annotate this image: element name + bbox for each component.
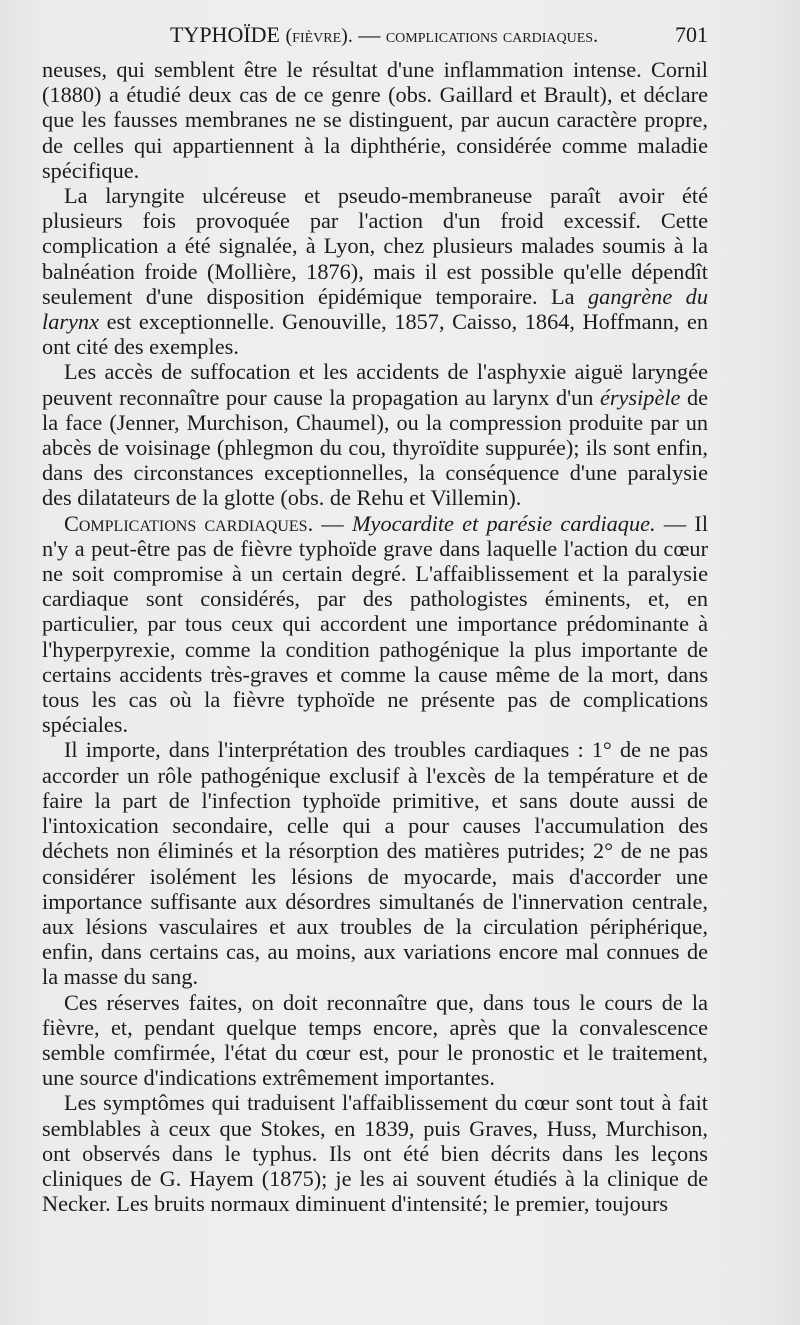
header-dash: —: [358, 22, 381, 47]
paragraph-3-italic: érysipèle: [599, 384, 681, 410]
paragraph-4-text: Il n'y a peut-être pas de fièvre typhoïde grave dans laquelle l'action du cœur ne soit compromise à un certain degré. L'affaiblissement et la paralysie cardiaque sont considérés, par des pathologistes éminents, et, en particulier, par tous ceux qui accordent une importance prédominante à l'hyperpyrexie, comme la condition pathogénique la plus importante de certains accidents très-graves et comme la cause même de la mort, dans tous les cas où la fièvre typhoïde ne présente pas de complications spéciales.: [42, 510, 709, 738]
section-subheading: Myocardite et parésie cardiaque.: [351, 510, 656, 536]
paragraph-4: [42, 511, 708, 738]
paragraph-3-text-b: de la face (Jenner, Murchison, Chaumel), ou la compression produite par un abcès de voisinage (phlegmon du cou, thyroïdite suppurée); ils sont enfin, dans des circonstances exceptionnelles, la conséquence d'une paralysie des dilatateurs de la glotte (obs. de Rehu et Villemin).: [42, 384, 708, 511]
heading-dash-2: —: [655, 510, 695, 536]
paragraph-2-text-b: est exceptionnelle. Genouville, 1857, Caisso, 1864, Hoffmann, en ont cité des exemples.: [42, 309, 708, 360]
paragraph-6: Ces réserves faites, on doit reconnaître que, dans tous le cours de la fièvre, et, pendant quelque temps encore, après que la convalescence semble comfirmée, l'état du cœur est, pour le pronostic et le traitement, une source d'indications extrêmement importantes.: [42, 989, 708, 1091]
paragraph-1: neuses, qui semblent être le résultat d'une inflammation intense. Cornil (1880) a étudié deux cas de ce genre (obs. Gaillard et Brault), et déclare que les fausses membranes ne se distinguent, par aucun caractère propre, de celles qui appartiennent à la diphthérie, considérée comme maladie spécifique.: [42, 57, 708, 183]
paragraph-5: Il importe, dans l'interprétation des troubles cardiaques : 1° de ne pas accorder un rôle pathogénique exclusif à l'excès de la température et de faire la part de l'infection typhoïde primitive, et sans doute aussi de l'intoxication secondaire, celle qui a pour causes l'accumulation des déchets non éliminés et la résorption des matières putrides; 2° de ne pas considérer isolément les lésions de myocarde, mais d'accorder une importance suffisante aux désordres simultanés de l'innervation centrale, aux lésions vasculaires et aux troubles de la circulation périphérique, enfin, dans certains cas, au moins, aux variations encore mal connues de la masse du sang.: [42, 737, 708, 990]
page-number: 701: [675, 22, 708, 47]
paragraph-3-text-a: Les accès de suffocation et les accidents de l'asphyxie aiguë laryngée peuvent reconnaître pour cause la propagation au larynx d'un: [42, 359, 708, 410]
heading-dash-1: —: [313, 510, 352, 536]
paragraph-7: Les symptômes qui traduisent l'affaiblissement du cœur sont tout à fait semblables à ceux que Stokes, en 1839, puis Graves, Huss, Murchison, ont observés dans le typhus. Ils ont été bien décrits dans les leçons cliniques de G. Hayem (1875); je les ai souvent étudiés à la clinique de Necker. Les bruits normaux diminuent d'intensité; le premier, toujours: [42, 1090, 708, 1217]
running-header: [170, 20, 708, 50]
paragraph-2-text-a: La laryngite ulcéreuse et pseudo-membraneuse paraît avoir été plusieurs fois provoquée par l'action d'un froid excessif. Cette complication a été signalée, à Lyon, chez plusieurs malades soumis à la balnéation froide (Mollière, 1876), mais il est possible qu'elle dépendît seulement d'une disposition épidémique temporaire. La: [42, 183, 708, 309]
body-text: [42, 57, 708, 1216]
paragraph-2: [42, 183, 708, 359]
section-heading: Complications cardiaques.: [64, 510, 314, 536]
paragraph-2-italic: gangrène du larynx: [42, 283, 708, 335]
header-section: complications cardiaques.: [385, 25, 599, 47]
header-title: TYPHOÏDE: [170, 22, 280, 47]
header-paren: (fièvre).: [285, 25, 353, 47]
paragraph-3: [42, 359, 708, 510]
